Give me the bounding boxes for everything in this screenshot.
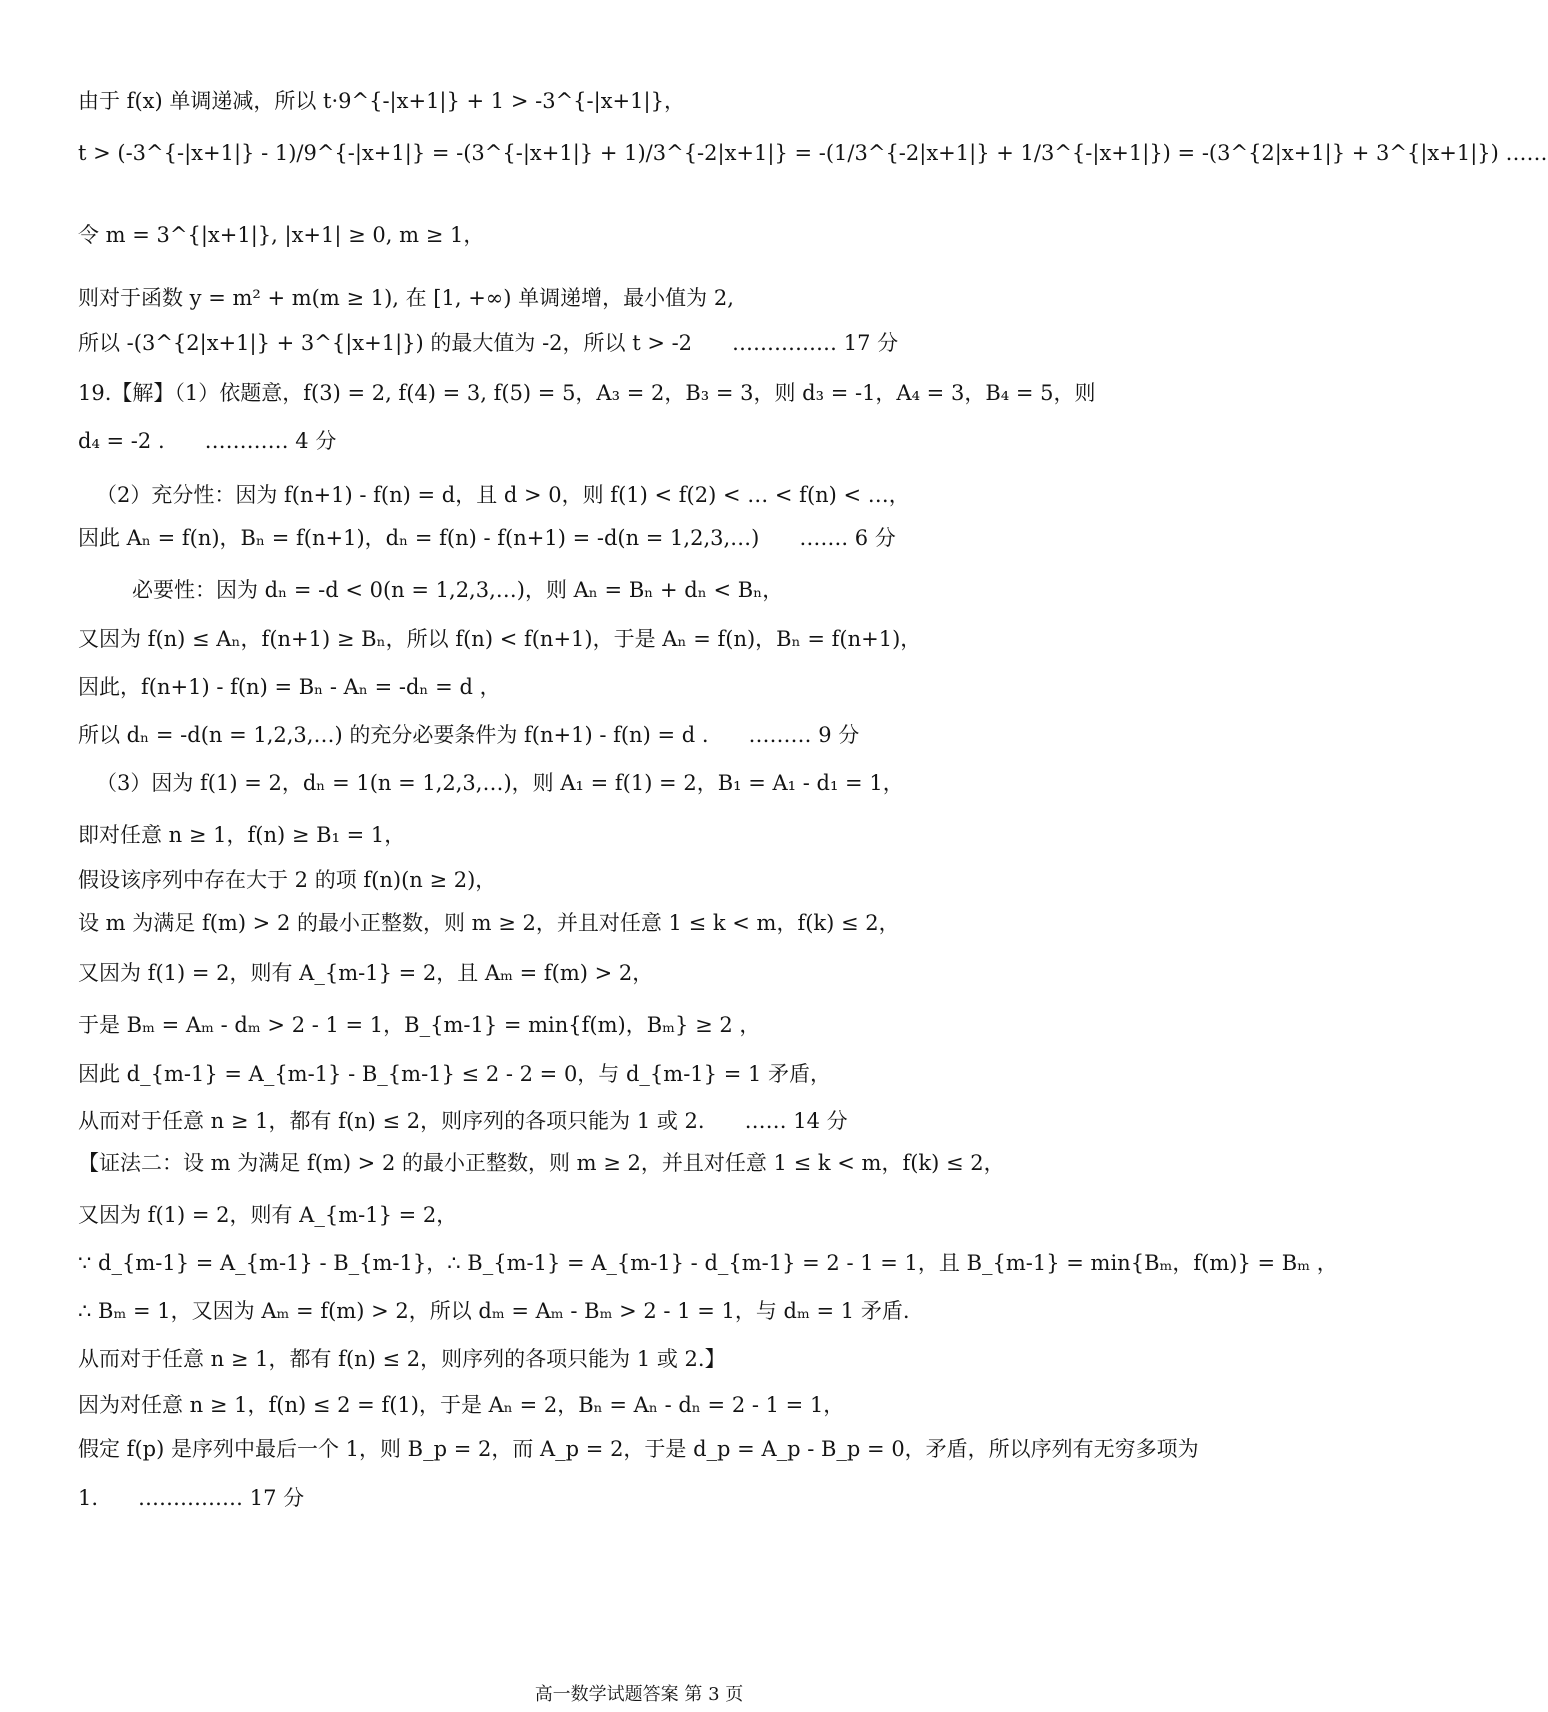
text-line-11	[78, 626, 921, 652]
text-line-10	[132, 577, 783, 603]
text-line-25	[78, 1298, 910, 1324]
line-content: 所以 -(3^{2|x+1|} + 3^{|x+1|}) 的最大值为 -2，所以 t > -2	[78, 331, 693, 355]
text-line-22	[78, 1150, 1005, 1176]
text-line-15	[78, 822, 405, 848]
line-content: 必要性：因为 dₙ = -d < 0(n = 1,2,3,…)，则 Aₙ = Bₙ + dₙ < Bₙ，	[132, 578, 784, 602]
text-line-4	[78, 285, 734, 311]
score-marker: …………… 17 分	[138, 1486, 305, 1510]
text-line-18	[78, 960, 653, 986]
line-content: ∵ d_{m-1} = A_{m-1} - B_{m-1}，∴ B_{m-1} = A_{m-1} - d_{m-1} = 2 - 1 = 1，且 B_{m-1} = min{Bₘ，f(m)} = Bₘ ，	[78, 1251, 1338, 1275]
score-marker: ……… 9 分	[748, 723, 860, 747]
line-content: 因此 d_{m-1} = A_{m-1} - B_{m-1} ≤ 2 - 2 = 0，与 d_{m-1} = 1 矛盾，	[78, 1062, 831, 1086]
line-content: 因此 Aₙ = f(n)，Bₙ = f(n+1)，dₙ = f(n) - f(n+1) = -d(n = 1,2,3,…)	[78, 526, 760, 550]
text-line-8	[96, 482, 910, 508]
page-footer: 高一数学试题答案 第 3 页	[534, 1684, 744, 1705]
line-content: 又因为 f(n) ≤ Aₙ，f(n+1) ≥ Bₙ，所以 f(n) < f(n+1)，于是 Aₙ = f(n)，Bₙ = f(n+1)，	[78, 627, 922, 651]
line-content: 由于 f(x) 单调递减，所以 t·9^{-|x+1|} + 1 > -3^{-|x+1|}，	[78, 89, 685, 113]
line-content: 设 m 为满足 f(m) > 2 的最小正整数，则 m ≥ 2，并且对任意 1 ≤ k < m，f(k) ≤ 2，	[78, 911, 900, 935]
text-line-6	[78, 380, 1095, 406]
line-content: 即对任意 n ≥ 1，f(n) ≥ B₁ = 1，	[78, 823, 406, 847]
line-content: 假定 f(p) 是序列中最后一个 1，则 B_p = 2，而 A_p = 2，于是 d_p = A_p - B_p = 0，矛盾，所以序列有无穷多项为	[78, 1437, 1199, 1461]
line-content: （3）因为 f(1) = 2，dₙ = 1(n = 1,2,3,…)，则 A₁ = f(1) = 2，B₁ = A₁ - d₁ = 1，	[96, 771, 904, 795]
text-line-23	[78, 1202, 457, 1228]
text-line-5	[78, 330, 898, 356]
text-line-21	[78, 1108, 848, 1134]
line-content: 又因为 f(1) = 2，则有 A_{m-1} = 2，	[78, 1203, 458, 1227]
line-content: 则对于函数 y = m² + m(m ≥ 1), 在 [1, +∞) 单调递增，最小值为 2,	[78, 286, 734, 310]
line-content: 又因为 f(1) = 2，则有 A_{m-1} = 2，且 Aₘ = f(m) > 2，	[78, 961, 654, 985]
score-marker: ……. 6 分	[799, 526, 896, 550]
line-content: 于是 Bₘ = Aₘ - dₘ > 2 - 1 = 1，B_{m-1} = min{f(m)，Bₘ} ≥ 2 ，	[78, 1013, 761, 1037]
line-content: t > (-3^{-|x+1|} - 1)/9^{-|x+1|} = -(3^{-|x+1|} + 1)/3^{-2|x+1|} = -(1/3^{-2|x+1|} + 1/3^{-|x+1|}) = -(3^{2|x+1|} + 3^{|x+1|}) ……	[78, 141, 1548, 165]
score-marker: …………… 17 分	[732, 331, 899, 355]
line-content: d₄ = -2 .	[78, 429, 165, 453]
text-line-3	[78, 222, 484, 248]
text-line-24	[78, 1250, 1338, 1276]
text-line-29	[78, 1485, 304, 1511]
line-content: 从而对于任意 n ≥ 1，都有 f(n) ≤ 2，则序列的各项只能为 1 或 2.】	[78, 1347, 726, 1371]
text-line-17	[78, 910, 900, 936]
text-line-20	[78, 1061, 831, 1087]
text-line-16	[78, 867, 496, 893]
line-content: 因为对任意 n ≥ 1，f(n) ≤ 2 = f(1)，于是 Aₙ = 2，Bₙ = Aₙ - dₙ = 2 - 1 = 1，	[78, 1393, 845, 1417]
line-content: （2）充分性：因为 f(n+1) - f(n) = d，且 d > 0，则 f(1) < f(2) < … < f(n) < …，	[96, 483, 910, 507]
text-line-27	[78, 1392, 844, 1418]
line-content: 令 m = 3^{|x+1|}, |x+1| ≥ 0, m ≥ 1，	[78, 223, 485, 247]
line-content: 【证法二：设 m 为满足 f(m) > 2 的最小正整数，则 m ≥ 2，并且对任意 1 ≤ k < m，f(k) ≤ 2，	[78, 1151, 1005, 1175]
score-marker: …… 14 分	[744, 1109, 848, 1133]
text-line-28	[78, 1436, 1199, 1462]
text-line-26	[78, 1346, 726, 1372]
text-line-2	[78, 140, 1548, 166]
text-line-19	[78, 1012, 760, 1038]
text-line-7	[78, 428, 336, 454]
line-content: 所以 dₙ = -d(n = 1,2,3,…) 的充分必要条件为 f(n+1) - f(n) = d .	[78, 723, 709, 747]
line-content: 1.	[78, 1486, 99, 1510]
text-line-12	[78, 674, 501, 700]
line-content: 从而对于任意 n ≥ 1，都有 f(n) ≤ 2，则序列的各项只能为 1 或 2.	[78, 1109, 705, 1133]
text-line-1	[78, 88, 685, 114]
text-line-14	[96, 770, 904, 796]
line-content: 因此，f(n+1) - f(n) = Bₙ - Aₙ = -dₙ = d ，	[78, 675, 501, 699]
line-content: 19.【解】（1）依题意，f(3) = 2, f(4) = 3, f(5) = 5，A₃ = 2，B₃ = 3，则 d₃ = -1，A₄ = 3，B₄ = 5，则	[78, 381, 1096, 405]
line-content: ∴ Bₘ = 1，又因为 Aₘ = f(m) > 2，所以 dₘ = Aₘ - Bₘ > 2 - 1 = 1，与 dₘ = 1 矛盾.	[78, 1299, 910, 1323]
text-line-9	[78, 525, 896, 551]
line-content: 假设该序列中存在大于 2 的项 f(n)(n ≥ 2)，	[78, 868, 497, 892]
score-marker: ………… 4 分	[204, 429, 337, 453]
text-line-13	[78, 722, 859, 748]
